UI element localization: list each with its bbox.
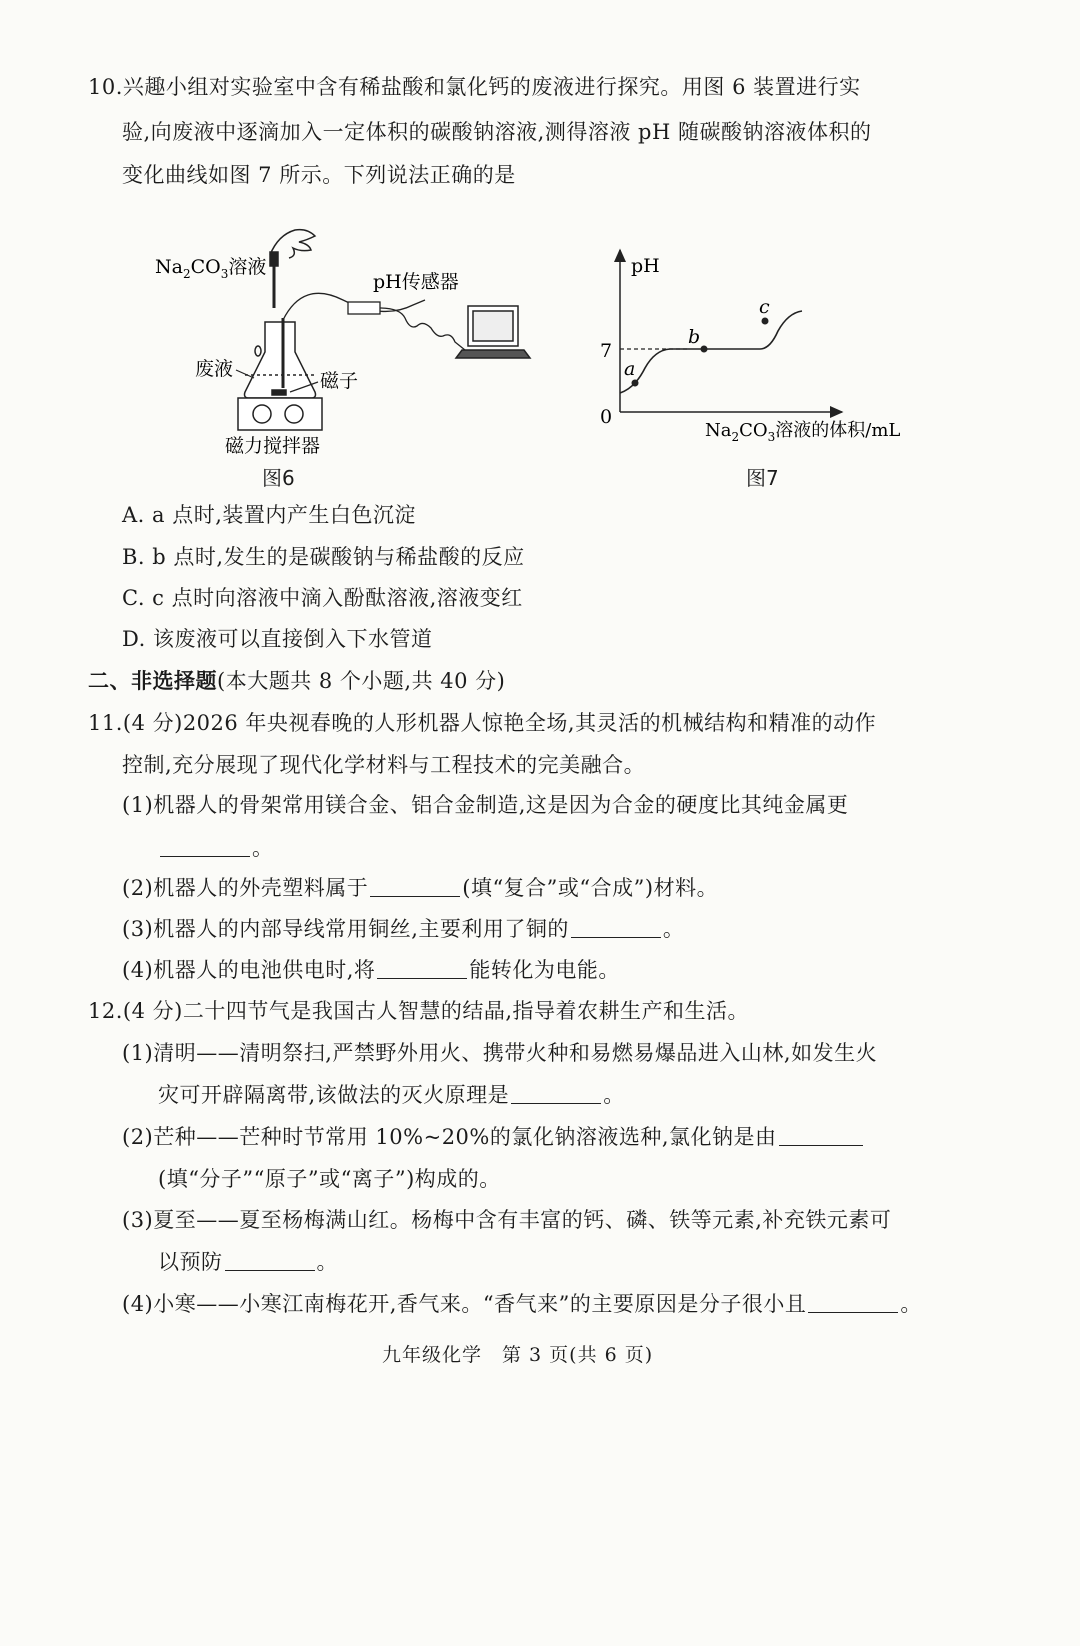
flask-icon [245,318,316,398]
q12-p4-b: 。 [900,1292,922,1316]
q12-blank-4[interactable] [808,1292,898,1313]
q10-option-a: A. a 点时,装置内产生白色沉淀 [122,503,416,527]
ph-curve [620,311,802,393]
point-b [701,346,708,353]
sensor-box [348,302,380,314]
q12-p3-b [158,1247,338,1277]
laptop-icon [456,306,530,358]
q12-p2-b: (填“分子”“原子”或“离子”)构成的。 [158,1167,501,1191]
q10-option-c: C. c 点时向溶液中滴入酚酞溶液,溶液变红 [122,586,523,610]
point-c-label: c [759,296,770,318]
q12-p3-b-text: 以预防 [158,1250,223,1274]
fig6-label-sensor: pH传感器 [373,271,459,293]
point-a-label: a [624,358,636,380]
q11-p2-a: (2)机器人的外壳塑料属于 [122,876,369,900]
point-a [632,380,639,387]
figure-7-chart [590,230,970,470]
fig6-label-waste: 废液 [195,358,234,380]
q12-p1-c: 。 [603,1083,625,1107]
q11-p3-a: (3)机器人的内部导线常用铜丝,主要利用了铜的 [122,917,569,941]
page-footer: 九年级化学 第 3 页(共 6 页) [382,1344,654,1366]
fig6-label-magnet: 磁子 [320,370,359,392]
hand-dropper-icon [270,230,315,308]
x-axis-label: $Na_2CO_3$溶液的体积/mL [705,420,901,444]
q11-blank-2[interactable] [370,876,460,897]
origin-label: 0 [600,406,613,428]
point-b-label: b [688,326,701,348]
q10-line1: 10.兴趣小组对实验室中含有稀盐酸和氯化钙的废液进行探究。用图 6 装置进行实 [88,75,861,99]
q12-blank-3[interactable] [225,1250,315,1271]
q11-p1: (1)机器人的骨架常用镁合金、铝合金制造,这是因为合金的硬度比其纯金属更 [122,793,849,817]
q12-p2-a-text: (2)芒种——芒种时节常用 10%~20%的氯化钠溶液选种,氯化钠是由 [122,1125,777,1149]
figure-6-apparatus [150,210,550,460]
fig6-label-na2co3: $Na_2CO_3$溶液 [155,256,267,281]
fig6-caption: 图6 [262,466,295,490]
q12-p2-a [122,1122,865,1152]
q11-blank-3[interactable] [571,917,661,938]
q11-p4-a: (4)机器人的电池供电时,将 [122,958,376,982]
y-tick-7: 7 [600,340,613,362]
section2-heading [88,666,505,696]
q10-option-b: B. b 点时,发生的是碳酸钠与稀盐酸的反应 [122,545,525,569]
q12-p1-a: (1)清明——清明祭扫,严禁野外用火、携带火种和易燃易爆品进入山林,如发生火 [122,1041,878,1065]
stirrer-icon [238,398,322,430]
section2-title: 二、非选择题 [88,668,217,693]
q10-line3: 变化曲线如图 7 所示。下列说法正确的是 [122,163,516,187]
sensor-cable-coil [380,308,465,350]
y-axis-label: pH [631,255,660,277]
q12-p4-a: (4)小寒——小寒江南梅花开,香气来。“香气来”的主要原因是分子很小且 [122,1292,807,1316]
q11-p3-b: 。 [662,917,685,941]
q11-p2 [122,873,718,903]
q12-p1-b [158,1080,625,1110]
q11-p4 [122,955,620,985]
q12-p1-b-text: 灾可开辟隔离带,该做法的灭火原理是 [158,1083,510,1107]
q12-blank-1[interactable] [511,1083,601,1104]
q11-p4-b: 能转化为电能。 [469,958,620,982]
q11-p1-answer [158,833,274,863]
fig7-caption: 图7 [746,466,779,490]
section2-note: (本大题共 8 个小题,共 40 分) [217,669,506,693]
q11-line2: 控制,充分展现了现代化学材料与工程技术的完美融合。 [122,753,646,777]
q11-p3 [122,914,684,944]
q12-line1: 12.(4 分)二十四节气是我国古人智慧的结晶,指导着农耕生产和生活。 [88,999,749,1023]
q11-blank-1[interactable] [160,836,250,857]
point-c [762,318,769,325]
q12-p4 [122,1289,922,1319]
q11-p1-end: 。 [252,836,274,860]
q10-line2: 验,向废液中逐滴加入一定体积的碳酸钠溶液,测得溶液 pH 随碳酸钠溶液体积的 [122,120,872,144]
q11-blank-4[interactable] [377,958,467,979]
fig6-label-stirrer: 磁力搅拌器 [225,435,321,457]
q11-line1: 11.(4 分)2026 年央视春晚的人形机器人惊艳全场,其灵活的机械结构和精准的动作 [88,711,877,735]
q12-p3-a: (3)夏至——夏至杨梅满山红。杨梅中含有丰富的钙、磷、铁等元素,补充铁元素可 [122,1208,892,1232]
q11-p2-b: (填“复合”或“合成”)材料。 [462,876,719,900]
q12-p3-c: 。 [316,1250,338,1274]
q12-blank-2[interactable] [779,1125,863,1146]
q10-option-d: D. 该废液可以直接倒入下水管道 [122,627,433,651]
waste-pointer [236,370,254,378]
